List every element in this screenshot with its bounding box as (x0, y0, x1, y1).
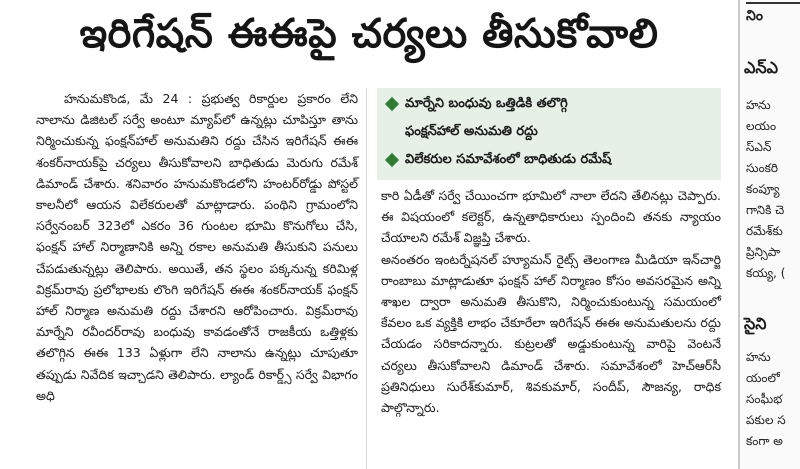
adjacent-line: పకుల స (746, 413, 786, 427)
adjacent-line: ప్రిన్సిపా (746, 245, 781, 259)
adjacent-line: కంప్యూ (746, 182, 780, 196)
adjacent-line: యంలో (746, 371, 780, 385)
adjacent-article-strip (738, 0, 800, 469)
adjacent-line: సుంకరి (746, 161, 779, 175)
adjacent-line: రమేశ్‌కు (746, 224, 783, 238)
adjacent-line: కయ్య, ( (746, 266, 786, 280)
bullet-icon (385, 152, 399, 166)
highlight-item (387, 152, 611, 170)
highlight-item (387, 96, 568, 114)
adjacent-line: స్‌ఎన్ (746, 140, 772, 154)
highlight-text: మార్నేని బంధువు ఒత్తిడికి తలొగ్గి (405, 96, 568, 111)
highlight-item (387, 124, 538, 142)
article-paragraph: కారి ఏడీతో సర్వే చేయించగా భూమిలో నాలా లేదని తేలినట్లు చెప్పారు. ఈ విషయంలో కలెక్టర్, ఉన్నతాధికారులు స్పందించి తనకు న్యాయం చేయాలని రమేశ్ విజ్ఞప్తి చేశారు. (381, 188, 721, 246)
adjacent-line: గానికి చె (746, 203, 785, 217)
article-paragraph: అనంతరం ఇంటర్నేషనల్ హ్యూమన్ రైట్స్ తెలంగాణ మీడియా ఇన్‌చార్జి రాంబాబు మాట్లాడుతూ ఫంక్షన్ హాల్ నిర్మాణం కోసం అవసరమైన అన్ని శాఖల ద్వారా అనుమతి తీసుకొని, నిర్మించుకుంటున్న సమయంలో కేవలం ఒక వ్యక్తికి లాభం చేకూరేలా ఇరిగేషన్ ఈఈ అనుమతులను రద్దు చేయడం సరికాదన్నారు. కుట్రలతో అడ్డుకుంటున్న వారిపై వెంటనే చర్యలు తీసుకోవాలని డిమాండ్ చేశారు. సమావేశంలో హెచ్‌ఆర్‌సీ ప్రతినిధులు సురేశ్‌కుమార్, శివకుమార్, సందీప్, సౌజన్య, రాధిక పాల్గొన్నారు. (381, 251, 721, 416)
bullet-icon (385, 96, 399, 110)
adjacent-line: లయం (746, 119, 777, 133)
adjacent-line: సంఘీభ (746, 392, 783, 406)
highlights-box (377, 88, 721, 180)
adjacent-headline: సైని (744, 314, 767, 333)
article-paragraph: హనుమకొండ, మే 24 : ప్రభుత్వ రికార్డుల ప్రకారం లేని నాలాను డిజిటల్ సర్వే అంటూ మ్యాప్‌లో ఉన్నట్లు చూపిస్తూ తాను నిర్మించుకున్న ఫంక్షన్‌హాల్ అనుమతిని రద్దు చేసిన ఇరిగేషన్ ఈఈ శంకర్‌నాయక్‌పై చర్యలు తీసుకోవాలని బాధితుడు మెరుగు రమేశ్ డిమాండ్ చేశారు. శనివారం హనుమకొండలోని హంటర్‌రోడ్డు పోస్టల్ కాలనీలో ఆయన విలేకరులతో మాట్లాడారు. పంథిని గ్రామంలోని సర్వేనంబర్ 323లో ఎకరం 36 గుంటల భూమి కొనుగోలు చేసి, ఫంక్షన్ హాల్ నిర్మాణానికి అన్ని రకాల అనుమతి తీసుకుని పనులు చేపడుతున్నట్లు తెలిపారు. అయితే, తన స్థలం పక్కనున్న కరిమిళ్ల విక్రమ్‌రావు ప్రలోభాలకు లొంగి ఇరిగేషన్ ఈఈ శంకర్‌నాయక్ ఫంక్షన్ హాల్ నిర్మాణ అనుమతి రద్దు చేశారని ఆరోపించారు. విక్రమ్‌రావు మార్నేని రవీందర్‌రావు బంధువు కావడంతోనే రాజకీయ ఒత్తిళ్లకు తలొగ్గిన ఈఈ 133 ఏళ్లుగా లేని నాలాను ఉన్నట్లు చూపుతూ తప్పుడు నివేదిక ఇచ్చాడని తెలిపారు. ల్యాండ్ రికార్డ్స్ సర్వే విభాగం అధి (36, 91, 358, 403)
article-column-2 (381, 185, 721, 469)
adjacent-line: హను (746, 98, 771, 112)
adjacent-headline: ఎన్‌ఎ (744, 58, 778, 77)
article-column-1 (36, 88, 358, 469)
adjacent-line: హను (746, 350, 771, 364)
highlight-text: ఫంక్షన్‌హాల్ అనుమతి రద్దు (405, 124, 538, 139)
adjacent-line: కంగా అ (746, 434, 783, 448)
adjacent-top-text: నిం (746, 2, 800, 36)
highlight-text: విలేకరుల సమావేశంలో బాధితుడు రమేష్ (405, 152, 612, 167)
column-divider (366, 88, 367, 469)
headline: ఇరిగేషన్ ఈఈపై చర్యలు తీసుకోవాలి (79, 11, 659, 57)
